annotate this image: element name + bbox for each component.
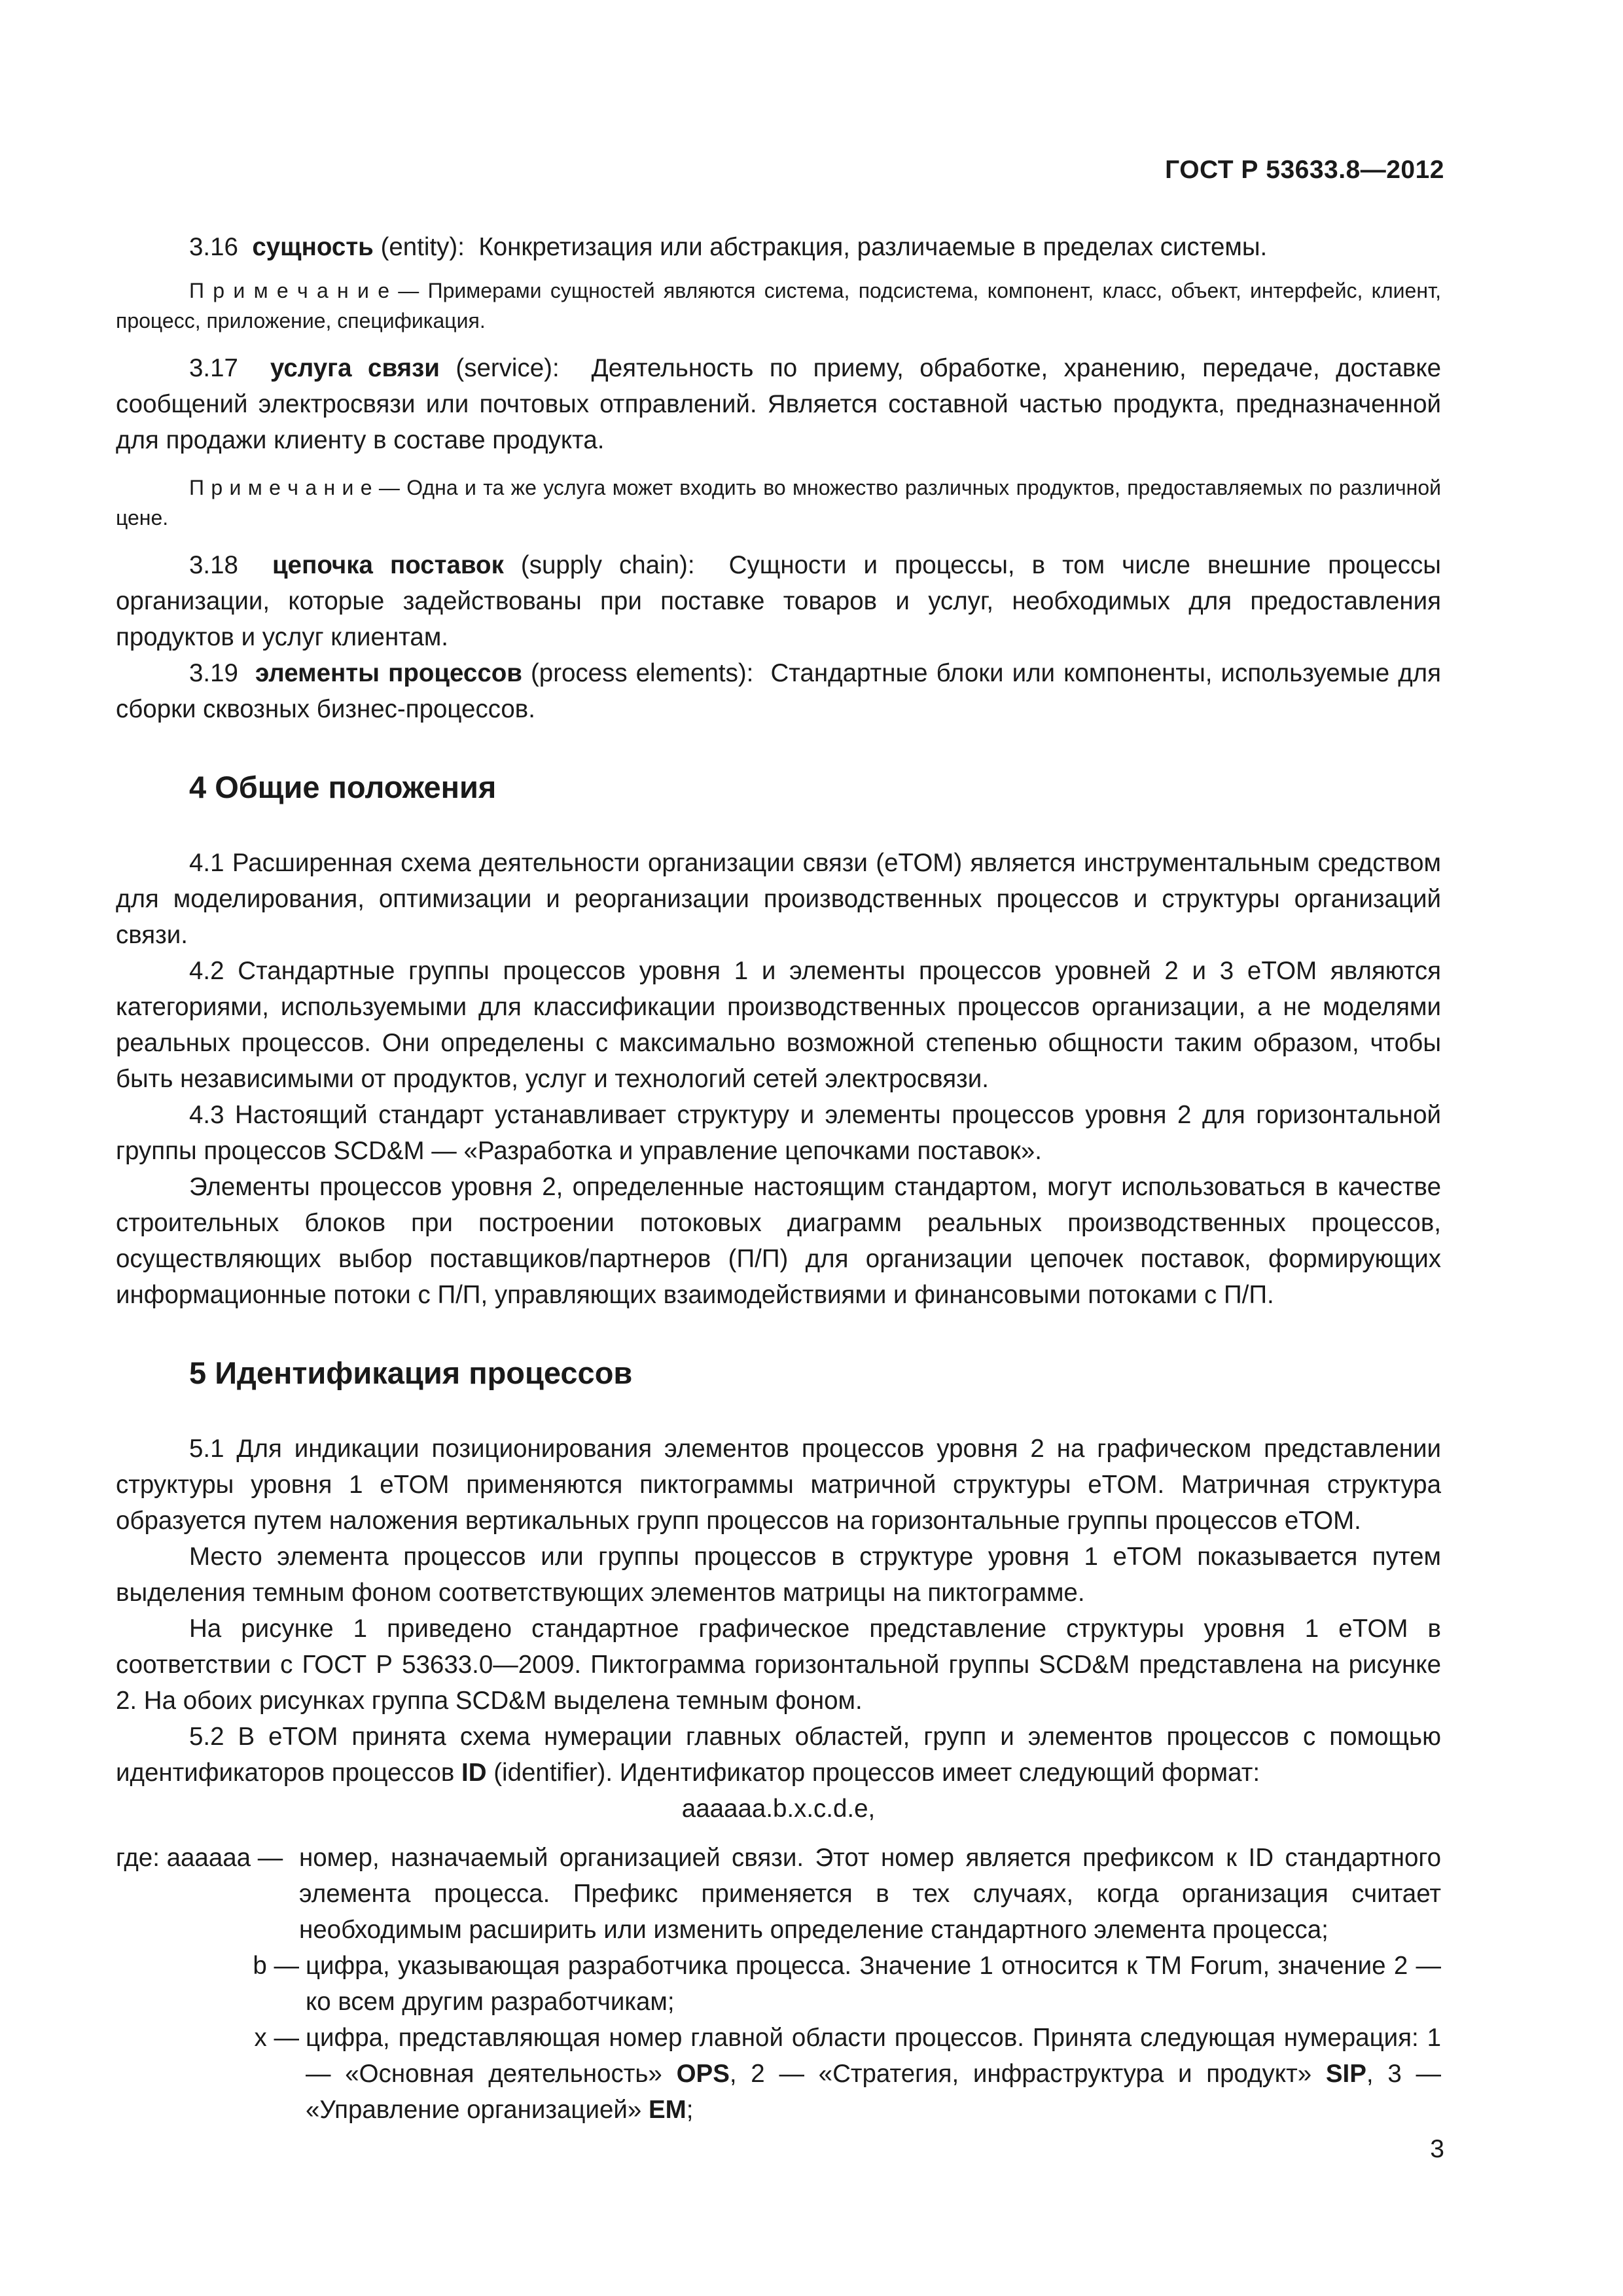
def-text: Стандартные блоки или компоненты, используемые для сборки сквозных бизнес-процессов. — [116, 659, 1441, 723]
note-service — [116, 473, 1441, 533]
sip-abbr: SIP — [1325, 2060, 1366, 2088]
definition-3-16 — [116, 229, 1441, 265]
where-x-text-2: , 2 — «Стратегия, инфраструктура и продукт» — [729, 2060, 1312, 2088]
def-term-en: (supply chain): — [520, 551, 695, 579]
def-term-en: (process elements): — [530, 659, 754, 687]
note-entity — [116, 276, 1441, 336]
where-text: номер, назначаемый организацией связи. Этот номер является префиксом к ID стандартного элемента процесса. Префикс применяется в тех случаях, когда организация считает необходимым расширить или изменить определение стандартного элемента процесса; — [299, 1844, 1441, 1944]
paragraph-5-1: 5.1 Для индикации позиционирования элементов процессов уровня 2 на графическом представлении структуры уровня 1 eTOM применяются пиктограммы матричной структуры eTOM. Матричная структура образуется путем наложения вертикальных групп процессов на горизонтальные группы процессов eTOM. — [116, 1435, 1441, 1535]
where-item-b — [116, 1948, 1441, 2020]
def-number: 3.19 — [189, 659, 238, 687]
note-label: П р и м е ч а н и е — — [189, 279, 419, 302]
def-number: 3.16 — [189, 233, 238, 261]
id-term: ID — [461, 1759, 487, 1787]
def-term: цепочка поставок — [272, 551, 504, 579]
note-label: П р и м е ч а н и е — — [189, 476, 400, 499]
def-number: 3.17 — [189, 354, 238, 382]
where-text: цифра, указывающая разработчика процесса. Значение 1 относится к TM Forum, значение 2 — ко всем другим разработчикам; — [306, 1952, 1441, 2016]
where-item-aaaaaa — [116, 1840, 1441, 1948]
where-list — [116, 1840, 1441, 2128]
paragraph-4-1: 4.1 Расширенная схема деятельности организации связи (eTOM) является инструментальным средством для моделирования, оптимизации и реорганизации производственных процессов и структуры организаций связи. — [116, 849, 1441, 949]
def-term-en: (entity): — [380, 233, 465, 261]
where-item-x — [116, 2020, 1441, 2128]
def-text: Сущности и процессы, в том числе внешние процессы организации, которые задействованы при поставке товаров и услуг, необходимых для предоставления продуктов и услуг клиентам. — [116, 551, 1441, 651]
definition-3-17 — [116, 350, 1441, 458]
paragraph-5-2 — [116, 1719, 1441, 1791]
page-content — [116, 229, 1441, 2128]
paragraph-4-3-cont: Элементы процессов уровня 2, определенные настоящим стандартом, могут использоваться в качестве строительных блоков при построении потоковых диаграмм реальных производственных процессов, осуществляющих выбор поставщиков/партнеров (П/П) для организации цепочек поставок, формирующих информационные потоки с П/П, управляющих взаимодействиями и финансовыми потоками с П/П. — [116, 1173, 1441, 1309]
where-lead: где: aaaaaa — — [116, 1844, 283, 1872]
em-abbr: EM — [649, 2096, 687, 2124]
paragraph-5-2-text: 5.2 В eTOM принята схема нумерации главных областей, групп и элементов процессов с помощью идентификаторов процессов — [116, 1723, 1441, 1787]
where-lead: b — — [253, 1952, 299, 1980]
paragraph-4-2: 4.2 Стандартные группы процессов уровня 1 и элементы процессов уровней 2 и 3 eTOM являются категориями, используемыми для классификации производственных процессов организации, а не моделями реальных процессов. Они определены с максимально возможной степенью общности таким образом, чтобы быть независимыми от продуктов, услуг и технологий сетей электросвязи. — [116, 957, 1441, 1093]
note-text: Примерами сущностей являются система, подсистема, компонент, класс, объект, интерфейс, клиент, процесс, приложение, спецификация. — [116, 279, 1442, 332]
def-text: Конкретизация или абстракция, различаемые в пределах системы. — [478, 233, 1268, 261]
id-format-formula: aaaaaa.b.x.c.d.e, — [681, 1795, 876, 1823]
paragraph-5-1-cont: Место элемента процессов или группы процессов в структуре уровня 1 eTOM показывается путем выделения темным фоном соответствующих элементов матрицы на пиктограмме. — [116, 1543, 1441, 1607]
note-text: Одна и та же услуга может входить во множество различных продуктов, предоставляемых по различной цене. — [116, 476, 1442, 529]
def-number: 3.18 — [189, 551, 238, 579]
paragraph-4-3: 4.3 Настоящий стандарт устанавливает структуру и элементы процессов уровня 2 для горизонтальной группы процессов SCD&M — «Разработка и управление цепочками поставок». — [116, 1101, 1441, 1165]
paragraph-5-1-figures: На рисунке 1 приведено стандартное графическое представление структуры уровня 1 eTOM в соответствии с ГОСТ Р 53633.0—2009. Пиктограмма горизонтальной группы SCD&M представлена на рисунке 2. На обоих рисунках группа SCD&M выделена темным фоном. — [116, 1615, 1441, 1715]
ops-abbr: OPS — [676, 2060, 730, 2088]
section-4-heading: 4 Общие положения — [189, 770, 497, 804]
where-x-text-4: ; — [686, 2096, 694, 2124]
paragraph-5-2-text-end: (identifier). Идентификатор процессов имеет следующий формат: — [493, 1759, 1260, 1787]
definition-3-19 — [116, 655, 1441, 727]
where-x-text-1: цифра, представляющая номер главной области процессов. Принята следующая нумерация: 1 — «Основная деятельность» — [306, 2024, 1441, 2088]
def-term: услуга связи — [270, 354, 440, 382]
where-text — [299, 2020, 1441, 2128]
def-term: элементы процессов — [255, 659, 522, 687]
definition-3-18 — [116, 547, 1441, 655]
standard-code-header: ГОСТ Р 53633.8—2012 — [1165, 156, 1444, 184]
def-term: сущность — [252, 233, 374, 261]
where-x-text-3: , 3 — «Управление организацией» — [306, 2060, 1441, 2124]
page-number: 3 — [1430, 2135, 1444, 2163]
section-5-heading: 5 Идентификация процессов — [189, 1355, 633, 1390]
def-term-en: (service): — [455, 354, 560, 382]
def-text: Деятельность по приему, обработке, хранению, передаче, доставке сообщений электросвязи или почтовых отправлений. Является составной частью продукта, предназначенной для продажи клиенту в составе продукта. — [116, 354, 1442, 454]
where-lead: x — — [254, 2024, 299, 2052]
